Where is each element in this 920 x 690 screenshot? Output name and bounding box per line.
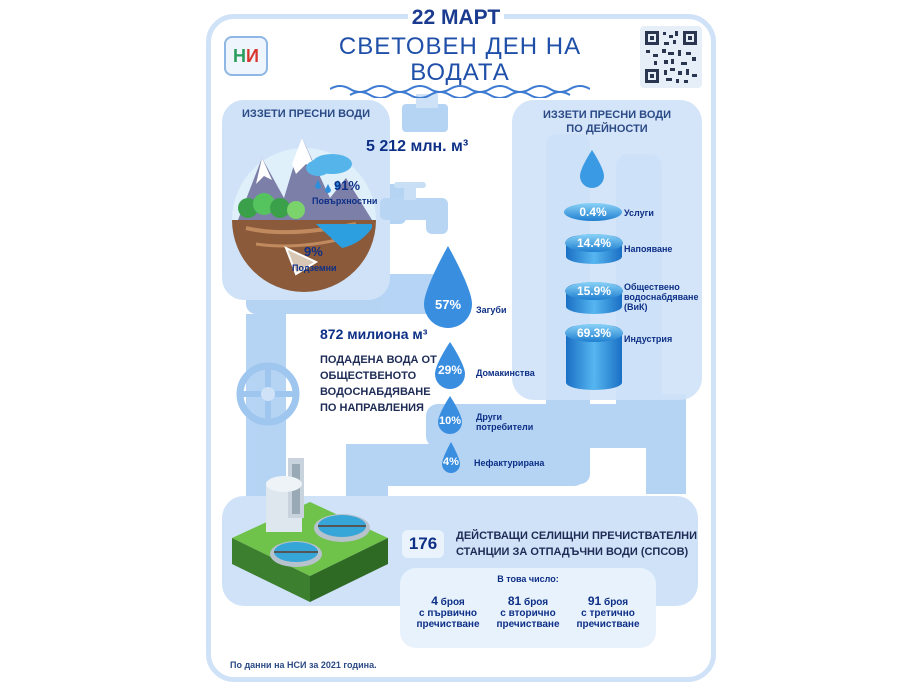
date: 22 МАРТ xyxy=(411,6,501,29)
drop-other-pct: 10% xyxy=(438,415,462,427)
plants-incl: В това число: xyxy=(497,574,559,584)
plant-type-tertiary-line-2: пречистване xyxy=(576,619,640,630)
by-activity-title xyxy=(512,108,702,136)
qr-code[interactable] xyxy=(640,26,702,88)
plant-type-primary-unit: броя xyxy=(440,597,465,608)
wave-decoration xyxy=(330,84,590,98)
activity-label-irrigation: Напояване xyxy=(624,244,673,254)
plant-type-secondary-line-2: пречистване xyxy=(496,619,560,630)
supplied-desc-line-3: ВОДОСНАБДЯВАНЕ xyxy=(320,386,431,398)
date-box xyxy=(408,4,504,32)
supplied-desc-line-4: ПО НАПРАВЛЕНИЯ xyxy=(320,402,424,414)
supplied-desc xyxy=(320,352,437,416)
activity-pct-services: 0.4% xyxy=(564,203,622,221)
plant-type-primary-line-2: пречистване xyxy=(416,619,480,630)
by-activity-title-line-1: ИЗЗЕТИ ПРЕСНИ ВОДИ xyxy=(543,109,671,121)
plant-type-tertiary-num: 91 xyxy=(587,594,602,608)
plant-type-tertiary-line-1: с третично xyxy=(581,608,635,619)
activity-pct-irrigation: 14.4% xyxy=(565,234,623,252)
source-note: По данни на НСИ за 2021 година. xyxy=(230,660,377,670)
supplied-total: 872 милиона м³ xyxy=(320,326,428,342)
abstracted-total: 5 212 млн. м³ xyxy=(366,138,469,155)
plants-desc-line-1: ДЕЙСТВАЩИ СЕЛИЩНИ ПРЕЧИСТВАТЕЛНИ xyxy=(456,530,698,542)
activity-label-services: Услуги xyxy=(624,208,654,218)
drop-losses xyxy=(420,244,476,334)
abstracted-title: ИЗЗЕТИ ПРЕСНИ ВОДИ xyxy=(242,108,370,120)
drop-unbilled-pct: 4% xyxy=(443,456,459,468)
plant-type-secondary-line-1: с вторично xyxy=(500,608,556,619)
title-line-1: СВЕТОВЕН ДЕН НА xyxy=(338,33,582,60)
plants-desc-line-2: СТАНЦИИ ЗА ОТПАДЪЧНИ ВОДИ (СПСОВ) xyxy=(456,546,689,558)
plant-type-primary-num: 4 xyxy=(431,594,438,608)
plant-type-tertiary-unit: броя xyxy=(604,597,629,608)
drop-households-pct: 29% xyxy=(437,363,463,377)
plant-type-tertiary xyxy=(570,596,646,630)
plant-type-primary xyxy=(410,596,486,630)
by-activity-title-line-2: ПО ДЕЙНОСТИ xyxy=(566,123,648,135)
plant-type-secondary-num: 81 xyxy=(507,594,522,608)
surface-label: Повърхностни xyxy=(312,196,378,206)
activity-label-public-supply: Обществено водоснабдяване (ВиК) xyxy=(624,282,699,312)
drop-households-label: Домакинства xyxy=(476,368,535,378)
activity-pct-public-supply: 15.9% xyxy=(565,282,623,300)
ground-pct: 9% xyxy=(304,244,323,259)
drop-unbilled-label: Нефактурирана xyxy=(474,458,545,468)
drop-other-label: Други потребители xyxy=(476,412,534,432)
plant-type-secondary-unit: броя xyxy=(524,597,549,608)
activity-label-industry: Индустрия xyxy=(624,334,673,344)
drop-losses-pct: 57% xyxy=(434,297,462,312)
plant-type-primary-line-1: с първично xyxy=(418,608,478,619)
page-title xyxy=(330,34,590,86)
plants-count: 176 xyxy=(402,530,444,558)
drop-losses-label: Загуби xyxy=(476,305,507,315)
water-drop-icon xyxy=(578,148,606,190)
ground-label: Подземни xyxy=(292,263,337,273)
activity-pct-industry: 69.3% xyxy=(565,324,623,342)
supplied-desc-line-1: ПОДАДЕНА ВОДА ОТ xyxy=(320,354,437,366)
nsi-logo: НИ xyxy=(224,36,268,76)
surface-pct: 91% xyxy=(334,178,361,193)
plant-type-secondary xyxy=(490,596,566,630)
supplied-desc-line-2: ОБЩЕСТВЕНОТО xyxy=(320,370,417,382)
title-line-2: ВОДАТА xyxy=(410,59,510,86)
faucet-icon xyxy=(380,180,470,240)
treatment-plant-illustration xyxy=(226,442,396,612)
plants-desc xyxy=(456,528,697,560)
